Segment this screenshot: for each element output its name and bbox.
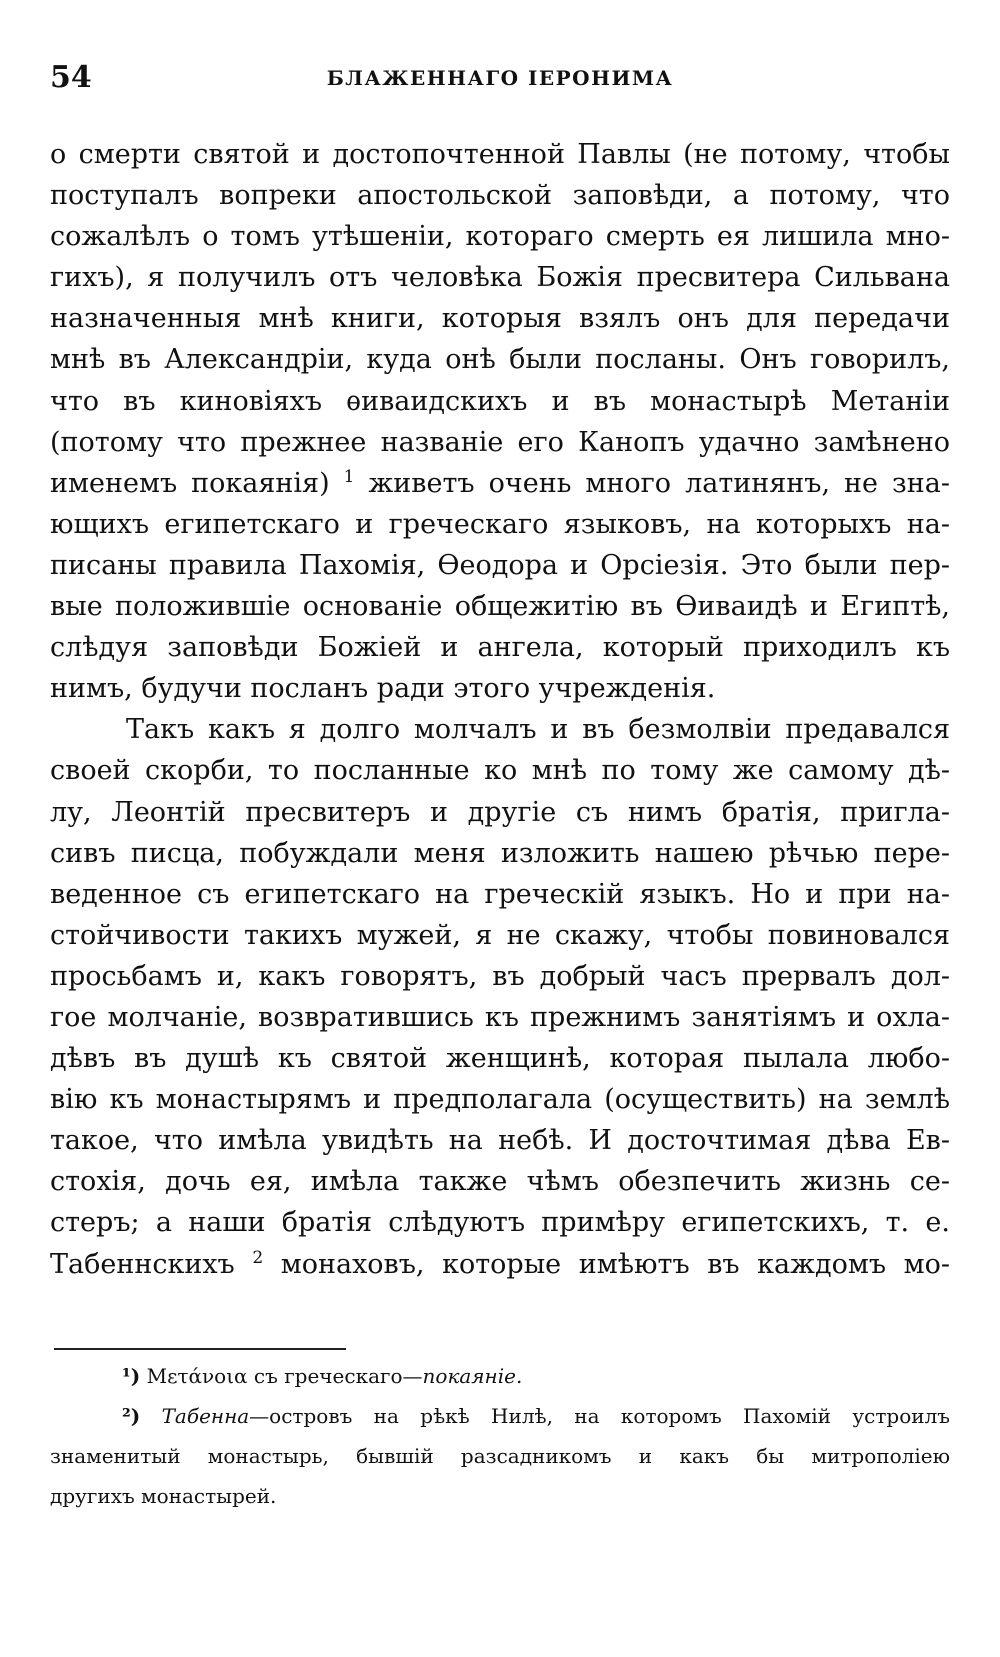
text-line: вые положившiе основанiе общежитiю въ Ѳиваидѣ и Египтѣ, — [50, 591, 950, 623]
footnote-text: Μετάνοια съ греческаго— — [146, 1364, 423, 1388]
text-line: назначенныя мнѣ книги, которыя взялъ онъ для передачи — [50, 303, 950, 335]
text-line: что въ киновiяхъ ѳиваидскихъ и въ монастырѣ Метанiи — [50, 385, 950, 417]
text-segment: Табеннскихъ — [50, 1248, 235, 1280]
footnote-mark: ²) — [122, 1404, 141, 1428]
text-line: поступалъ вопреки апостольской заповѣди, а потому, что — [50, 180, 950, 212]
text-segment: именемъ покаянiя) — [50, 467, 330, 499]
footnote-text: —островъ на рѣкѣ Нилѣ, на которомъ Пахомiй устроилъ — [249, 1404, 950, 1428]
footnote-1 — [50, 1356, 950, 1396]
footnote-divider — [54, 1348, 346, 1350]
footnote-2 — [50, 1396, 950, 1436]
footnote-2-line-3: другихъ монастырей. — [50, 1484, 277, 1508]
text-line: сивъ писца, побуждали меня изложить нашею рѣчью пере- — [50, 837, 950, 869]
text-line: слѣдуя заповѣди Божiей и ангела, который приходилъ къ — [50, 632, 950, 664]
text-line: стеръ; а наши братiя слѣдуютъ примѣру египетскихъ, т. е. — [50, 1207, 950, 1239]
footnote-mark: ¹) — [122, 1364, 141, 1388]
text-line: такое, что имѣла увидѣть на небѣ. И досточтимая дѣва Ев- — [50, 1125, 950, 1157]
text-line: лу, Леонтiй пресвитеръ и другiе съ нимъ братiя, пригла- — [50, 796, 950, 828]
text-line-with-footnote-ref — [50, 1244, 950, 1285]
page-number: 54 — [50, 60, 92, 95]
text-line: стойчивости такихъ мужей, я не скажу, чтобы повиновался — [50, 919, 950, 951]
text-line: писаны правила Пахомiя, Ѳеодора и Орсiезiя. Это были пер- — [50, 549, 950, 581]
text-line: своей скорби, то посланные ко мнѣ по тому же самому дѣ- — [50, 755, 950, 787]
main-text — [50, 134, 950, 1285]
text-line: просьбамъ и, какъ говорятъ, въ добрый часъ прервалъ дол- — [50, 960, 950, 992]
footnote-ref-2: 2 — [252, 1247, 264, 1268]
text-line: мнѣ въ Александрiи, куда онѣ были посланы. Онъ говорилъ, — [50, 344, 950, 376]
text-line: вiю къ монастырямъ и предполагала (осуществить) на землѣ — [50, 1084, 950, 1116]
text-line-with-footnote-ref — [50, 463, 950, 504]
text-line: стохiя, дочь ея, имѣла также чѣмъ обезпечить жизнь се- — [50, 1166, 950, 1198]
footnote-ref-1: 1 — [343, 466, 355, 487]
footnote-2-line-2: знаменитый монастырь, бывшiй разсадникомъ и какъ бы митрополiею — [50, 1444, 950, 1468]
page-header — [50, 60, 950, 100]
text-line: о смерти святой и достопочтенной Павлы (не потому, чтобы — [50, 139, 950, 170]
footnote-italic: покаянiе. — [422, 1364, 523, 1388]
footnotes — [50, 1356, 950, 1516]
text-line: гое молчанiе, возвратившись къ прежнимъ занятiямъ и охла- — [50, 1001, 950, 1033]
text-line: ющихъ египетскаго и греческаго языковъ, на которыхъ на- — [50, 508, 950, 540]
text-line: гихъ), я получилъ отъ человѣка Божiя пресвитера Сильвана — [50, 262, 950, 294]
text-line: (потому что прежнее названiе его Канопъ удачно замѣнено — [50, 426, 950, 458]
text-segment: живетъ очень много латинянъ, не зна- — [368, 467, 950, 499]
running-title: БЛАЖЕННАГО IЕРОНИМА — [326, 66, 674, 90]
text-line: сожалѣлъ о томъ утѣшенiи, котораго смерть ея лишила мно- — [50, 221, 950, 253]
paragraph-start-line: Такъ какъ я долго молчалъ и въ безмолвiи предавался — [126, 714, 950, 746]
text-segment: монаховъ, которые имѣютъ въ каждомъ мо- — [280, 1248, 950, 1280]
text-line: веденное съ египетскаго на греческiй языкъ. Но и при на- — [50, 878, 950, 910]
text-line: нимъ, будучи посланъ ради этого учрежденiя. — [50, 673, 716, 705]
footnote-italic: Табенна — [161, 1404, 250, 1428]
text-line: дѣвъ въ душѣ къ святой женщинѣ, которая пылала любо- — [50, 1043, 950, 1075]
